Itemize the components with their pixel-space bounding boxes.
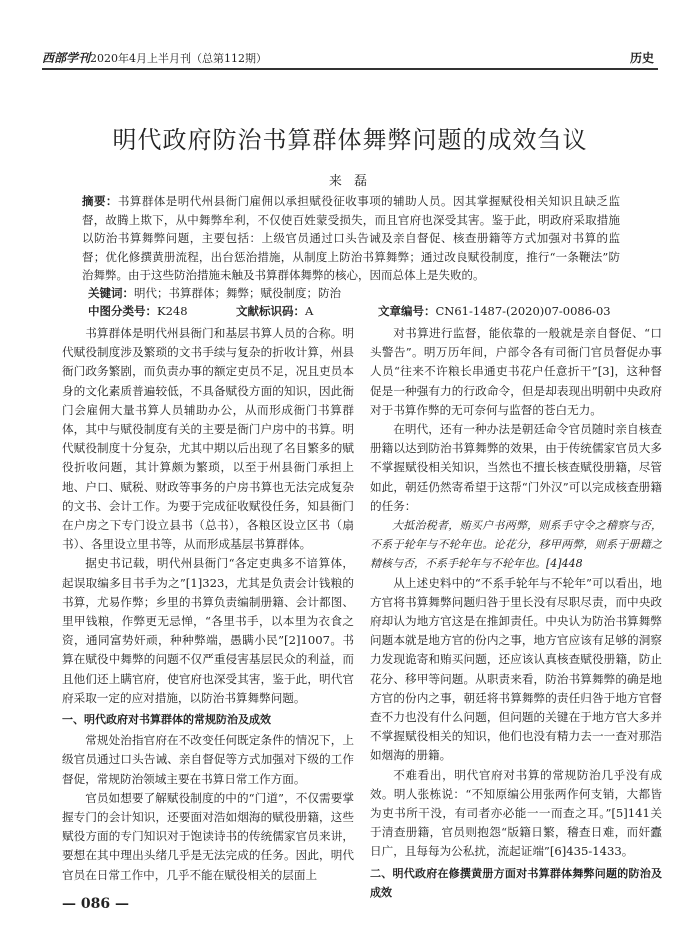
- author: 来 磊: [328, 174, 372, 189]
- paragraph: 常规处治指官府在不改变任何既定条件的情况下，上级官员通过口头告诫、亲自督促等方式加强对下级的工作督促，常规防治领域主要在书算日常工作方面。: [62, 733, 354, 786]
- header-left: [42, 49, 267, 66]
- article-value: CN61-1487-(2020)07-0086-03: [435, 304, 611, 318]
- section-heading-2: 二、明代政府在修撰黄册方面对书算群体舞弊问题的防治及成效: [370, 866, 662, 899]
- abstract-label: 摘要：: [82, 194, 118, 208]
- journal-logo: 西部学刊: [42, 51, 91, 65]
- paragraph: 从上述史料中的“不系手轮年与不轮年”可以看出，地方官将书算舞弊问题归咎于里长没有尽职尽责，而中央政府却认为地方官这是在推卸责任。中央认为防治书算舞弊问题本就是地方官的份内之事，地方官应该有足够的洞察力发现诡寄和贿买问题，还应该认真核查赋役册籍，防止花分、移甲等问题。从职责来看，防治书算舞弊的确是地方官的份内之事，朝廷将书算舞弊的责任归咎于地方官督查不力也没有什么问题，但问题的关键在于地方官大多并不掌握赋役相关的知识，他们也没有精力去一一查对那浩如烟海的册籍。: [370, 575, 662, 763]
- issue-info: 2020年4月上半月刊（总第112期）: [90, 52, 268, 65]
- abstract: [82, 192, 620, 285]
- keywords-label: 关键词：: [88, 286, 134, 300]
- paragraph: 官员如想要了解赋役制度的中的“门道”，不仅需要掌握专门的会计知识，还要面对浩如烟海的赋役册籍，这些赋役方面的专门知识对于饱读诗书的传统儒家官员来讲，要想在其中理出头绪几乎是无法完成的任务。因此，明代官员在日常工作中，几乎不能在赋役相关的层面上: [62, 790, 354, 882]
- article-label: 文章编号：: [378, 304, 436, 318]
- paragraph: 不难看出，明代官府对书算的常规防治几乎没有成效。明人张栋说：“不知原编公用张两作何支销，大都皆为吏书所干没，有司者亦必能一一而查之耳。”[5]141关于清查册籍，官员则抱怨“版籍日繁，稽查日难，而奸蠹日广，且每每为公私扰，流起证端”[6]435-1433。: [370, 767, 662, 859]
- paragraph: 据史书记载，明代州县衙门“各定吏典多不谙算体，起误取编多目书手为之”[1]323，尤其是负责会计钱粮的书算，尤易作弊；乡里的书算负责编制册籍、会计都图、里甲钱粮，作弊更无忌惮，“各里书手，以本里为衣食之资，通同富势奸顽，种种弊端，愚瞒小民”[2]1007。书算在赋役中舞弊的问题不仅严重侵害基层民众的利益，而且他们还上瞒官府，使官府也深受其害，鉴于此，明代官府采取一定的应对措施，以防治书算舞弊问题。: [62, 556, 354, 705]
- page-number: — 086 —: [62, 896, 129, 912]
- paragraph: 对书算进行监督，能依靠的一般就是亲自督促、“口头警告”。明万历年间，户部令各有司衙门官员督促办事人员“往来不许粮长串通吏书花户任意折干”[3]，这种督促是一种强有力的行政命令，但是却表现出明朝中央政府对于书算作弊的无可奈何与监督的苍白无力。: [370, 326, 662, 417]
- doc-label: 文献标识码：: [236, 304, 305, 318]
- clc-value: K248: [157, 304, 188, 318]
- clc-label: 中图分类号：: [88, 304, 157, 318]
- header-rule: [42, 68, 658, 70]
- article-title: 明代政府防治书算群体舞弊问题的成效刍议: [112, 126, 588, 154]
- right-column: [370, 324, 662, 904]
- paragraph: 在明代，还有一种办法是朝廷命令官员随时亲自核查册籍以达到防治书算舞弊的效果，由于传统儒家官员大多不掌握赋役相关知识，当然也不擅长核查赋役册籍，尽管如此，朝廷仍然寄希望于这帮“门外汉”可以完成核查册籍的任务：: [370, 422, 662, 513]
- keywords-text: 明代；书算群体；舞弊；赋役制度；防治: [134, 286, 341, 300]
- keywords: [88, 285, 618, 301]
- abstract-text: 书算群体是明代州县衙门雇佣以承担赋役征收事项的辅助人员。因其掌握赋役相关知识且缺乏监督，故腾上欺下，从中舞弊牟利，不仅使百姓蒙受损失，而且官府也深受其害。鉴于此，明政府采取措施以防治书算舞弊问题，主要包括：上级官员通过口头告诫及亲自督促、核查册籍等方式加强对书算的监督；优化修撰黄册流程，出台惩治措施，从制度上防治书算舞弊；通过改良赋役制度，推行“一条鞭法”防治舞弊。由于这些防治措施未触及书算群体舞弊的核心，因而总体上是失败的。: [82, 194, 621, 283]
- running-header: [42, 48, 658, 70]
- left-column: [62, 324, 354, 885]
- section-name: 历史: [629, 51, 654, 65]
- block-quote: 大抵治税者，贿买户书两弊，则系手守令之稽察与否，不系于轮年与不轮年也。论花分，移甲两弊，则系于册籍之精核与否，不系手轮年与不轮年也。[4]448: [370, 519, 662, 571]
- section-heading-1: 一、明代政府对书算群体的常规防治及成效: [62, 713, 271, 727]
- paragraph: 书算群体是明代州县衙门和基层书算人员的合称。明代赋役制度涉及繁琐的文书手续与复杂的折收计算，州县衙门政务繁剧，而负责办事的额定吏员不足，况且吏员本身的文化素质普遍较低，不具备赋役方面的知识，因此衙门会雇佣大量书算人员辅助办公，从而形成衙门书算群体，其中与赋役制度有关的主要是衙门户房中的书算。明代赋役制度十分复杂，尤其中期以后出现了名目繁多的赋役折收问题，其计算颇为繁琐，以至于州县衙门承担上地、户口、赋税、财政等事务的户房书算也无法完成复杂的文书、会计工作。为要于完成征收赋役任务，知县衙门在户房之下专门设立县书（总书），各粮区设立区书（扇书）、各里设立里书等，从而形成基层书算群体。: [62, 326, 354, 552]
- doc-value: A: [305, 304, 314, 318]
